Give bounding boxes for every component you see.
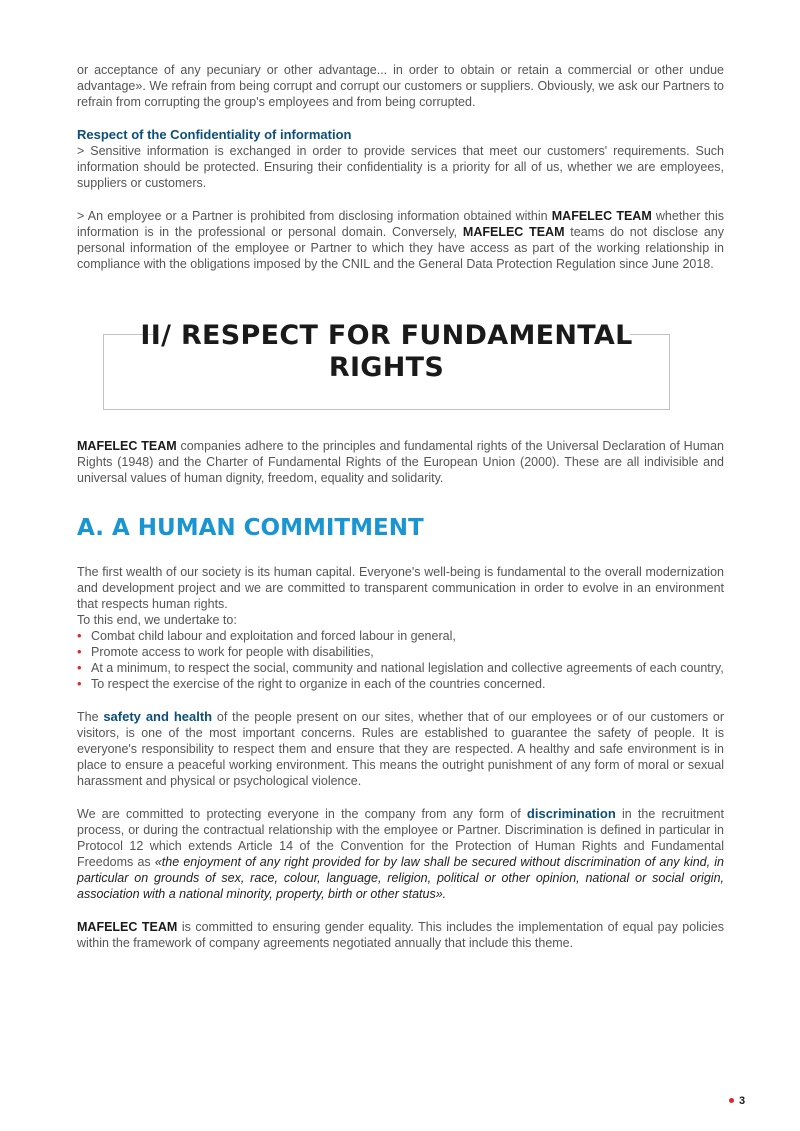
confidentiality-heading: Respect of the Confidentiality of information (77, 127, 352, 142)
gender-paragraph (77, 919, 724, 951)
safety-paragraph (77, 709, 724, 789)
paragraph-text: teams do not disclose any personal information of the employee or Partner to which they have access as part of the working relationship in compliance with the obligations imposed by the CNIL and the General Data Protection Regulation since June 2018. (77, 225, 724, 271)
list-item: • Promote access to work for people with disabilities, (77, 644, 724, 660)
top-paragraph: or acceptance of any pecuniary or other advantage... in order to obtain or retain a commercial or other undue advantage». We refrain from being corrupt and corrupt our customers or suppliers. Obviously, we ask our Partners to refrain from corrupting the group's employees and from being corrupted. (77, 63, 724, 109)
brand-name: MAFELEC TEAM (77, 439, 177, 453)
section-title-line-2: RIGHTS (328, 352, 445, 383)
paragraph-text: The (77, 710, 99, 724)
commitment-list (77, 628, 724, 692)
commitment-paragraph-1: The first wealth of our society is its human capital. Everyone's well-being is fundamental to the overall modernization and development project and we are committed to transparent communication in order to evolve in an environment that respects human rights. (77, 565, 724, 611)
list-item: • To respect the exercise of the right to organize in each of the countries concerned. (77, 676, 724, 692)
brand-name: MAFELEC TEAM (551, 209, 652, 223)
section-title-frame (103, 322, 670, 410)
paragraph-text: > An employee or a Partner is prohibited from disclosing information obtained within (77, 209, 548, 223)
page-content (77, 62, 724, 951)
brand-name: MAFELEC TEAM (462, 225, 565, 239)
list-item: • At a minimum, to respect the social, community and national legislation and collective agreements of each country, (77, 660, 724, 676)
paragraph-text: whether this information is in the professional or personal domain. Conversely, (77, 209, 724, 239)
list-item: • Combat child labour and exploitation and forced labour in general, (77, 628, 724, 644)
brand-name: MAFELEC TEAM (77, 920, 178, 934)
paragraph-text: is committed to ensuring gender equality. This includes the implementation of equal pay policies within the framework of company agreements negotiated annually that include this theme. (77, 920, 724, 950)
page-number (729, 1093, 745, 1109)
commitment-heading: A. A HUMAN COMMITMENT (77, 515, 424, 541)
paragraph-text: We are committed to protecting everyone in the company from any form of (77, 807, 521, 821)
bullet-dot-icon (729, 1098, 734, 1103)
paragraph-text: companies adhere to the principles and fundamental rights of the Universal Declaration of Human Rights (1948) and the Charter of Fundamental Rights of the European Union (2000). These are all indivisible and universal values of human dignity, freedom, equality and solidarity. (77, 439, 724, 485)
confidentiality-paragraph-2 (77, 208, 724, 272)
paragraph-text: of the people present on our sites, whether that of our employees or of our customers or visitors, is one of the most important concerns. Rules are established to guarantee the safety of people. It is everyone's responsibility to respect them and ensure that they are respected. A healthy and safe environment is in place to ensure a peaceful working environment. This means the outright punishment of any form of moral or sexual harassment and physical or psychological violence. (77, 710, 724, 788)
paragraph-text: in the recruitment process, or during the contractual relationship with the employee or Partner. Discrimination is defined in particular in Protocol 12 which extends Article 14 of the Convention for the Protection of Human Rights and Fundamental Freedoms as (77, 807, 724, 869)
section-intro (77, 438, 724, 486)
discrimination-highlight: discrimination (526, 806, 616, 821)
undertake-line: To this end, we undertake to: (77, 613, 237, 627)
discrimination-paragraph (77, 806, 724, 902)
confidentiality-paragraph-1: > Sensitive information is exchanged in order to provide services that meet our customers' requirements. Such information should be protected. Ensuring their confidentiality is a priority for all of us, whether we are employees, suppliers or customers. (77, 144, 724, 190)
section-title-line-1: II/ RESPECT FOR FUNDAMENTAL (140, 320, 633, 351)
protocol-quote: «the enjoyment of any right provided for by law shall be secured without discrimination of any kind, in particular on grounds of sex, race, colour, language, religion, political or other opinion, national or social origin, association with a national minority, property, birth or other status». (77, 855, 724, 901)
page-number-text: 3 (739, 1095, 746, 1107)
section-title (103, 320, 670, 384)
safety-highlight: safety and health (103, 709, 213, 724)
